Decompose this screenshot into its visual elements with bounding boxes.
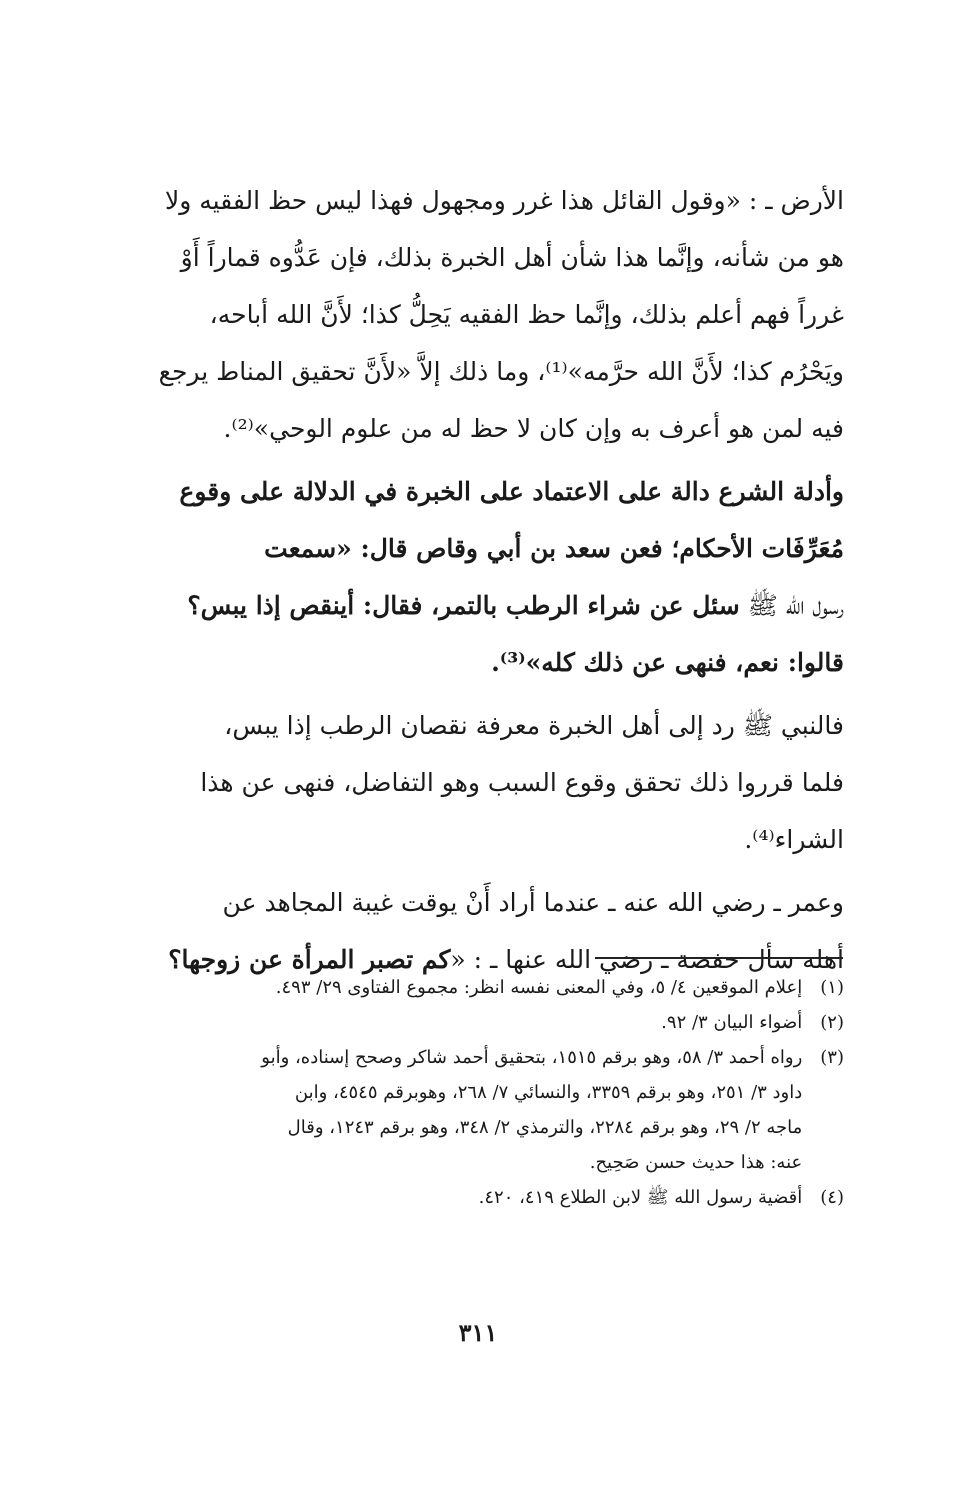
text-line: غرراً فهم أعلم بذلك، وإنَّما حظ الفقيه يَحِلُّ كذا؛ لأَنَّ الله أباحه، bbox=[209, 300, 844, 329]
footnote-4 bbox=[132, 1180, 844, 1215]
text-line: الشراء⁽⁴⁾. bbox=[744, 825, 844, 854]
bold-phrase: فعن سعد بن أبي وقاص قال: «سمعت bbox=[264, 534, 672, 563]
footnote-text: إعلام الموقعين ٤/ ٥، وفي المعنى نفسه انظر: مجموع الفتاوى ٢٩/ ٤٩٣. bbox=[275, 977, 803, 998]
footnote-text: رواه أحمد ٣/ ٥٨، وهو برقم ١٥١٥، بتحقيق أحمد شاكر وصحح إسناده، وأبو bbox=[261, 1047, 803, 1068]
footnote-number: (١) bbox=[820, 977, 844, 998]
bold-phrase: سئل عن شراء الرطب بالتمر، فقال: أينقص إذا يبس؟ bbox=[187, 591, 740, 620]
text-line: الأرض ـ : «وقول القائل هذا غرر ومجهول فهذا ليس حظ الفقيه ولا bbox=[164, 186, 844, 215]
footnote-2 bbox=[132, 1005, 844, 1040]
main-text bbox=[132, 172, 844, 988]
footnote-text: أضواء البيان ٣/ ٩٢. bbox=[661, 1012, 803, 1033]
text-line bbox=[132, 577, 844, 634]
text-line bbox=[132, 520, 844, 577]
footnote-3-continued bbox=[132, 1110, 844, 1145]
text-line: قالوا: نعم، فنهى عن ذلك كله»⁽³⁾. bbox=[491, 648, 844, 677]
text-line: وأدلة الشرع دالة على الاعتماد على الخبرة في الدلالة على وقوع bbox=[179, 477, 844, 506]
page-number: ٣١١ bbox=[458, 1318, 498, 1347]
footnotes bbox=[132, 970, 844, 1215]
footnote-number: (٤) bbox=[820, 1187, 844, 1208]
footnote-text: أقضية رسول الله ﷺ لابن الطلاع ٤١٩، ٤٢٠. bbox=[478, 1187, 803, 1208]
bold-phrase: مُعَرِّفَات الأحكام؛ bbox=[671, 534, 844, 563]
plain-phrase: رسول الله ﷺ bbox=[739, 591, 844, 620]
footnote-3 bbox=[132, 1040, 844, 1075]
text-line: فلما قرروا ذلك تحقق وقوع السبب وهو التفاضل، فنهى عن هذا bbox=[200, 768, 844, 797]
plain-phrase: أهله سأل حفصة ـ رضي الله عنها ـ : « bbox=[450, 945, 844, 974]
text-line: فالنبي ﷺ رد إلى أهل الخبرة معرفة نقصان الرطب إذا يبس، bbox=[224, 711, 844, 740]
footnote-number: (٢) bbox=[820, 1012, 844, 1033]
text-line: ويَحْرُم كذا؛ لأَنَّ الله حرَّمه»⁽¹⁾، وما ذلك إلاَّ «لأَنَّ تحقيق المناط يرجع bbox=[158, 357, 844, 386]
text-line: وعمر ـ رضي الله عنه ـ عندما أراد أَنْ يوقت غيبة المجاهد عن bbox=[222, 888, 844, 917]
footnote-text: عنه: هذا حديث حسن صَحِيح. bbox=[589, 1152, 803, 1173]
footnote-1 bbox=[132, 970, 844, 1005]
footnote-3-continued bbox=[132, 1145, 844, 1180]
footnote-3-continued bbox=[132, 1075, 844, 1110]
text-line: هو من شأنه، وإنَّما هذا شأن أهل الخبرة بذلك، فإن عَدُّوه قماراً أَوْ bbox=[180, 243, 844, 272]
bold-phrase: كم تصبر المرأة عن زوجها؟ bbox=[168, 945, 451, 974]
footnote-text: ماجه ٢/ ٢٩، وهو برقم ٢٢٨٤، والترمذي ٢/ ٣٤٨، وهو برقم ١٢٤٣، وقال bbox=[287, 1117, 803, 1138]
footnote-text: داود ٣/ ٢٥١، وهو برقم ٣٣٥٩، والنسائي ٧/ ٢٦٨، وهوبرقم ٤٥٤٥، وابن bbox=[294, 1082, 803, 1103]
text-line: فيه لمن هو أعرف به وإن كان لا حظ له من علوم الوحي»⁽²⁾. bbox=[223, 414, 844, 443]
footnote-separator bbox=[595, 957, 843, 959]
footnote-number: (٣) bbox=[820, 1047, 844, 1068]
